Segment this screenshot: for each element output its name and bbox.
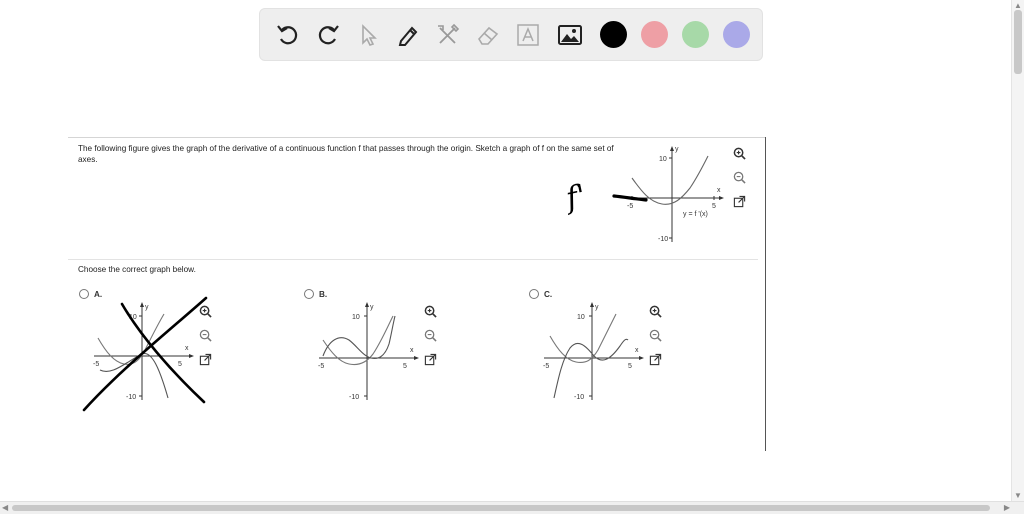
top-tick-label: 10: [352, 314, 360, 321]
color-swatch-green[interactable]: [682, 21, 709, 48]
horizontal-scrollbar[interactable]: [0, 501, 1024, 514]
option-letter: B.: [319, 289, 328, 299]
pointer-icon[interactable]: [354, 21, 382, 49]
middle-divider: [68, 259, 758, 260]
zoom-in-icon: [424, 305, 437, 318]
scroll-right-arrow[interactable]: ▶: [1003, 503, 1010, 512]
top-tick-label: 10: [577, 314, 585, 321]
color-swatch-pink[interactable]: [641, 21, 668, 48]
option-b-zoom-in-button[interactable]: [422, 303, 438, 319]
derivative-curve: [550, 314, 616, 363]
top-tick-label: 10: [129, 314, 137, 321]
color-swatch-black[interactable]: [600, 21, 627, 48]
candidate-curve: [100, 353, 168, 398]
handwritten-f-prime: f': [562, 178, 590, 217]
scroll-up-arrow[interactable]: ▲: [1014, 1, 1022, 10]
bottom-tick-label: -10: [574, 394, 585, 401]
zoom-in-icon: [199, 305, 212, 318]
derivative-curve: [632, 156, 708, 204]
vertical-scroll-thumb[interactable]: [1014, 10, 1022, 74]
open-new-window-button[interactable]: [731, 193, 747, 209]
vertical-divider: [765, 137, 766, 451]
y-axis-label: y: [595, 304, 599, 311]
radio-button[interactable]: [304, 289, 314, 299]
option-c-zoom-in-button[interactable]: [647, 303, 663, 319]
zoom-out-icon: [199, 329, 212, 342]
x-axis-label: x: [635, 347, 639, 354]
question-text: The following figure gives the graph of the derivative of a continuous function f that passes through the origin. Sketch a graph of f on the same set of axes.: [78, 144, 614, 164]
external-link-icon: [649, 353, 662, 366]
scroll-left-arrow[interactable]: ◀: [2, 503, 9, 512]
candidate-curve: [554, 339, 628, 398]
external-link-icon: [199, 353, 212, 366]
redo-icon[interactable]: [314, 21, 342, 49]
zoom-out-button[interactable]: [731, 169, 747, 185]
bottom-tick-label: -10: [658, 236, 669, 243]
scroll-down-arrow[interactable]: ▼: [1014, 491, 1022, 500]
color-swatch-purple[interactable]: [723, 21, 750, 48]
pencil-icon[interactable]: [394, 21, 422, 49]
bottom-tick-label: -10: [126, 394, 137, 401]
candidate-curve: [323, 316, 395, 358]
radio-button[interactable]: [79, 289, 89, 299]
option-a-graph[interactable]: [90, 300, 194, 404]
undo-icon[interactable]: [274, 21, 302, 49]
x-axis-label: x: [410, 347, 414, 354]
zoom-in-button[interactable]: [731, 145, 747, 161]
right-tick-label: 5: [403, 363, 407, 370]
horizontal-scroll-thumb[interactable]: [12, 505, 990, 511]
right-tick-label: 5: [628, 363, 632, 370]
drawing-toolbar: [259, 8, 763, 61]
option-a-zoom-in-button[interactable]: [197, 303, 213, 319]
option-c-graph[interactable]: [540, 300, 644, 404]
left-tick-label: -5: [318, 363, 325, 370]
option-a-zoom-out-button[interactable]: [197, 327, 213, 343]
option-b-open-button[interactable]: [422, 351, 438, 367]
x-axis-label: x: [185, 345, 189, 352]
derivative-curve: [98, 314, 164, 364]
eraser-icon[interactable]: [474, 21, 502, 49]
left-tick-label: -5: [93, 361, 100, 368]
top-divider: [68, 137, 765, 138]
zoom-in-icon: [649, 305, 662, 318]
option-letter: C.: [544, 289, 553, 299]
image-icon[interactable]: [556, 21, 584, 49]
zoom-out-icon: [649, 329, 662, 342]
external-link-icon: [733, 195, 746, 208]
left-tick-label: -5: [627, 203, 634, 210]
tools-icon[interactable]: [434, 21, 462, 49]
zoom-out-icon: [733, 171, 746, 184]
external-link-icon: [424, 353, 437, 366]
left-tick-label: -5: [543, 363, 550, 370]
choose-prompt: Choose the correct graph below.: [78, 265, 196, 274]
option-c-zoom-out-button[interactable]: [647, 327, 663, 343]
zoom-out-icon: [424, 329, 437, 342]
option-letter: A.: [94, 289, 103, 299]
option-c[interactable]: [529, 289, 552, 299]
right-tick-label: 5: [178, 361, 182, 368]
bottom-tick-label: -10: [349, 394, 360, 401]
y-axis-label: y: [675, 146, 679, 153]
x-axis-label: x: [717, 187, 721, 194]
radio-button[interactable]: [529, 289, 539, 299]
option-b-graph[interactable]: [315, 300, 419, 404]
y-axis-label: y: [145, 304, 149, 311]
y-axis-label: y: [370, 304, 374, 311]
vertical-scrollbar[interactable]: [1011, 0, 1024, 502]
top-tick-label: 10: [659, 156, 667, 163]
right-tick-label: 5: [712, 203, 716, 210]
option-c-open-button[interactable]: [647, 351, 663, 367]
option-a[interactable]: [79, 289, 102, 299]
option-b-zoom-out-button[interactable]: [422, 327, 438, 343]
curve-label: y = f '(x): [683, 211, 708, 218]
text-icon[interactable]: [514, 21, 542, 49]
zoom-in-icon: [733, 147, 746, 160]
option-b[interactable]: [304, 289, 327, 299]
derivative-graph: [620, 142, 724, 246]
option-a-open-button[interactable]: [197, 351, 213, 367]
